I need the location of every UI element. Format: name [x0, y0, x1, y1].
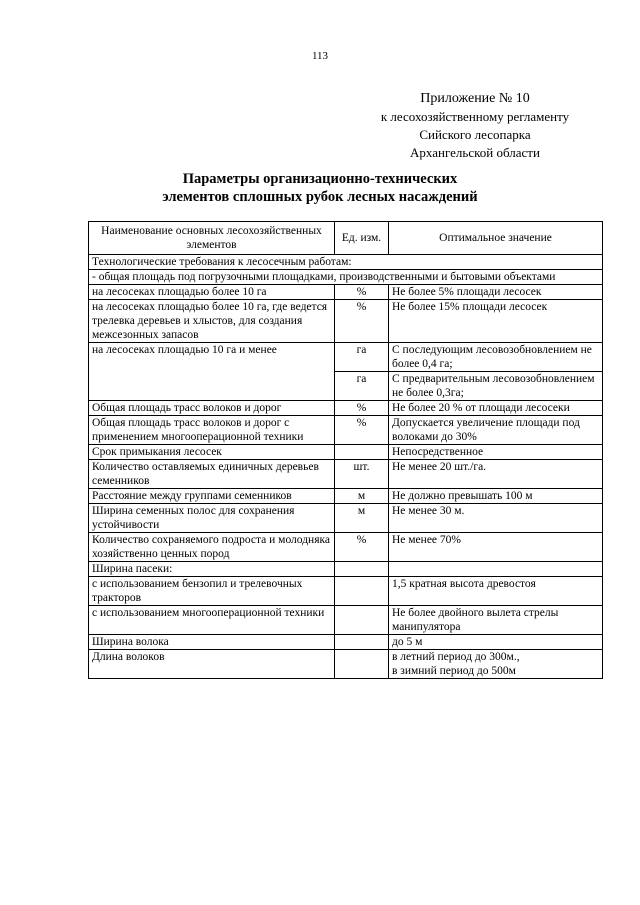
table-row — [89, 533, 603, 562]
cell-value: Не менее 70% — [389, 533, 603, 562]
cell-unit: % — [335, 300, 389, 343]
cell-value: до 5 м — [389, 635, 603, 650]
document-title-line-2: элементов сплошных рубок лесных насаждений — [162, 189, 478, 205]
cell-value: 1,5 кратная высота древостоя — [389, 577, 603, 606]
header-unit: Ед. изм. — [335, 222, 389, 255]
table-header-row — [89, 222, 603, 255]
cell-name: на лесосеках площадью более 10 га — [89, 285, 335, 300]
table-row — [89, 285, 603, 300]
cell-name: Общая площадь трасс волоков и дорог с применением многооперационной техники — [89, 416, 335, 445]
cell-unit: % — [335, 285, 389, 300]
cell-unit: % — [335, 416, 389, 445]
appendix-header — [360, 90, 590, 162]
document-title — [0, 170, 640, 206]
cell-name: Ширина волока — [89, 635, 335, 650]
table-row — [89, 445, 603, 460]
cell-name: Срок примыкания лесосек — [89, 445, 335, 460]
appendix-line-1: Приложение № 10 — [420, 91, 530, 106]
cell-unit: шт. — [335, 460, 389, 489]
cell-name: Ширина семенных полос для сохранения устойчивости — [89, 504, 335, 533]
cell-unit: га — [335, 372, 389, 401]
cell-value: Допускается увеличение площади под волоками до 30% — [389, 416, 603, 445]
appendix-line-3: Сийского лесопарка — [419, 127, 531, 142]
cell-name: с использованием многооперационной техники — [89, 606, 335, 635]
cell-name: Количество оставляемых единичных деревьев семенников — [89, 460, 335, 489]
cell-value: Не более 15% площади лесосек — [389, 300, 603, 343]
cell-unit: % — [335, 401, 389, 416]
cell-name: Расстояние между группами семенников — [89, 489, 335, 504]
parameters-table — [88, 221, 603, 679]
cell-name: Количество сохраняемого подроста и молодняка хозяйственно ценных пород — [89, 533, 335, 562]
cell-name: на лесосеках площадью более 10 га, где ведется трелевка деревьев и хлыстов, для создания межсезонных запасов — [89, 300, 335, 343]
table-section-row — [89, 270, 603, 285]
cell-name: на лесосеках площадью 10 га и менее — [89, 343, 335, 401]
section-technological: Технологические требования к лесосечным работам: — [89, 255, 603, 270]
cell-unit — [335, 650, 389, 679]
cell-value: Не более 20 % от площади лесосеки — [389, 401, 603, 416]
cell-value: Не более 5% площади лесосек — [389, 285, 603, 300]
cell-value: Непосредственное — [389, 445, 603, 460]
cell-value: Не менее 20 шт./га. — [389, 460, 603, 489]
table-row — [89, 401, 603, 416]
header-name: Наименование основных лесохозяйственных элементов — [89, 222, 335, 255]
cell-name: Общая площадь трасс волоков и дорог — [89, 401, 335, 416]
table-section-row — [89, 562, 603, 577]
value-summer: в летний период до 300м., — [392, 651, 520, 663]
cell-unit — [335, 562, 389, 577]
appendix-line-2: к лесохозяйственному регламенту — [380, 109, 570, 124]
cell-unit: % — [335, 533, 389, 562]
table-section-row — [89, 255, 603, 270]
cell-unit: м — [335, 504, 389, 533]
section-pasek: Ширина пасеки: — [89, 562, 335, 577]
cell-value: Не менее 30 м. — [389, 504, 603, 533]
table-row — [89, 504, 603, 533]
appendix-line-4: Архангельской области — [410, 145, 540, 160]
table-row — [89, 416, 603, 445]
cell-unit — [335, 577, 389, 606]
cell-unit: м — [335, 489, 389, 504]
header-value: Оптимальное значение — [389, 222, 603, 255]
cell-unit — [335, 606, 389, 635]
page-number: 113 — [311, 50, 329, 62]
cell-value — [389, 562, 603, 577]
cell-unit: га — [335, 343, 389, 372]
cell-name: с использованием бензопил и трелевочных тракторов — [89, 577, 335, 606]
table-row — [89, 460, 603, 489]
table-row — [89, 300, 603, 343]
cell-value: С предварительным лесовозобновлением не более 0,3га; — [389, 372, 603, 401]
table-row — [89, 489, 603, 504]
cell-value: Не более двойного вылета стрелы манипулятора — [389, 606, 603, 635]
table-row — [89, 635, 603, 650]
table-row — [89, 606, 603, 635]
table-row — [89, 577, 603, 606]
table-row — [89, 650, 603, 679]
cell-name: Длина волоков — [89, 650, 335, 679]
cell-value: Не должно превышать 100 м — [389, 489, 603, 504]
value-winter: в зимний период до 500м — [392, 665, 516, 677]
row-total-area: - общая площадь под погрузочными площадками, производственными и бытовыми объектами — [89, 270, 603, 285]
table-row — [89, 343, 603, 372]
cell-value — [389, 650, 603, 679]
document-title-line-1: Параметры организационно-технических — [182, 171, 458, 187]
cell-value: С последующим лесовозобновлением не более 0,4 га; — [389, 343, 603, 372]
cell-unit — [335, 445, 389, 460]
cell-unit — [335, 635, 389, 650]
